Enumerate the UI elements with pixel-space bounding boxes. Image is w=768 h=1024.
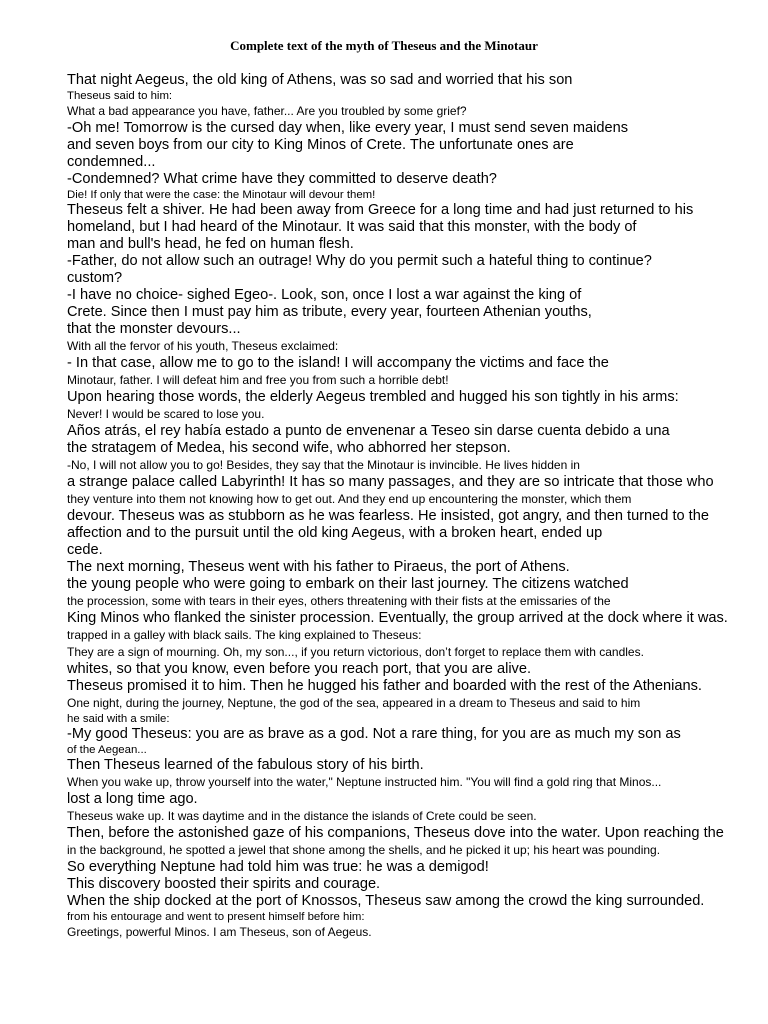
text-line: -I have no choice- sighed Egeo-. Look, son, once I lost a war against the king of — [67, 287, 582, 303]
text-line: Theseus wake up. It was daytime and in the distance the islands of Crete could be seen. — [67, 809, 537, 823]
text-line: King Minos who flanked the sinister procession. Eventually, the group arrived at the dock where it was. — [67, 610, 728, 626]
text-line: the stratagem of Medea, his second wife, who abhorred her stepson. — [67, 440, 511, 456]
text-line: When you wake up, throw yourself into the water," Neptune instructed him. "You will find a gold ring that Minos... — [67, 775, 662, 789]
text-line: affection and to the pursuit until the old king Aegeus, with a broken heart, ended up — [67, 525, 603, 541]
text-line: they venture into them not knowing how to get out. And they end up encountering the monster, which them — [67, 492, 632, 506]
text-line: Upon hearing those words, the elderly Aegeus trembled and hugged his son tightly in his arms: — [67, 389, 679, 405]
text-line: lost a long time ago. — [67, 791, 198, 807]
text-line: of the Aegean... — [67, 744, 147, 756]
text-line: The next morning, Theseus went with his father to Piraeus, the port of Athens. — [67, 559, 570, 575]
text-line: and seven boys from our city to King Minos of Crete. The unfortunate ones are — [67, 137, 574, 153]
text-line: Theseus said to him: — [67, 90, 173, 102]
text-line: Never! I would be scared to lose you. — [67, 407, 265, 421]
text-line: They are a sign of mourning. Oh, my son..., if you return victorious, don’t forget to replace them with candles. — [67, 645, 644, 659]
text-line: - In that case, allow me to go to the island! I will accompany the victims and face the — [67, 355, 609, 371]
text-line: devour. Theseus was as stubborn as he was fearless. He insisted, got angry, and then turned to the — [67, 508, 709, 524]
text-line: Theseus felt a shiver. He had been away from Greece for a long time and had just returned to his — [67, 202, 694, 218]
text-line: Theseus promised it to him. Then he hugged his father and boarded with the rest of the Athenians. — [67, 678, 702, 694]
text-line: Then Theseus learned of the fabulous story of his birth. — [67, 757, 424, 773]
text-line: in the background, he spotted a jewel that shone among the shells, and he picked it up; his heart was pounding. — [67, 843, 661, 857]
text-line: So everything Neptune had told him was true: he was a demigod! — [67, 859, 489, 875]
text-line: the young people who were going to embark on their last journey. The citizens watched — [67, 576, 629, 592]
text-line: that the monster devours... — [67, 321, 241, 337]
text-line: -No, I will not allow you to go! Besides, they say that the Minotaur is invincible. He lives hidden in — [67, 458, 580, 472]
text-line: Die! If only that were the case: the Minotaur will devour them! — [67, 189, 376, 201]
text-line: -My good Theseus: you are as brave as a god. Not a rare thing, for you are as much my son as — [67, 726, 681, 742]
text-line: whites, so that you know, even before you reach port, that you are alive. — [67, 661, 532, 677]
text-line: What a bad appearance you have, father... Are you troubled by some grief? — [67, 104, 467, 118]
text-line: Minotaur, father. I will defeat him and free you from such a horrible debt! — [67, 373, 449, 387]
text-line: With all the fervor of his youth, Theseus exclaimed: — [67, 339, 339, 353]
document-body — [67, 72, 757, 941]
text-line: condemned... — [67, 154, 156, 170]
text-line: Años atrás, el rey había estado a punto de envenenar a Teseo sin darse cuenta debido a una — [67, 423, 670, 439]
text-line: -Oh me! Tomorrow is the cursed day when, like every year, I must send seven maidens — [67, 120, 629, 136]
text-line: he said with a smile: — [67, 713, 170, 725]
text-line: Greetings, powerful Minos. I am Theseus, son of Aegeus. — [67, 925, 372, 939]
text-line: from his entourage and went to present himself before him: — [67, 911, 365, 923]
text-line: This discovery boosted their spirits and courage. — [67, 876, 381, 892]
text-line: Crete. Since then I must pay him as tribute, every year, fourteen Athenian youths, — [67, 304, 592, 320]
text-line: man and bull's head, he fed on human flesh. — [67, 236, 354, 252]
text-line: a strange palace called Labyrinth! It has so many passages, and they are so intricate that those who — [67, 474, 714, 490]
text-line: cede. — [67, 542, 103, 558]
text-line: Then, before the astonished gaze of his companions, Theseus dove into the water. Upon reaching the — [67, 825, 724, 841]
text-line: One night, during the journey, Neptune, the god of the sea, appeared in a dream to Theseus and said to him — [67, 696, 641, 710]
text-line: homeland, but I had heard of the Minotaur. It was said that this monster, with the body of — [67, 219, 637, 235]
text-line: When the ship docked at the port of Knossos, Theseus saw among the crowd the king surrounded. — [67, 893, 705, 909]
text-line: -Father, do not allow such an outrage! Why do you permit such a hateful thing to continue? — [67, 253, 652, 269]
text-line: custom? — [67, 270, 123, 286]
text-line: -Condemned? What crime have they committed to deserve death? — [67, 171, 497, 187]
text-line: trapped in a galley with black sails. The king explained to Theseus: — [67, 628, 422, 642]
document-title: Complete text of the myth of Theseus and the Minotaur — [230, 38, 538, 53]
text-line: That night Aegeus, the old king of Athens, was so sad and worried that his son — [67, 72, 573, 88]
text-line: the procession, some with tears in their eyes, others threatening with their fists at the emissaries of the — [67, 594, 611, 608]
